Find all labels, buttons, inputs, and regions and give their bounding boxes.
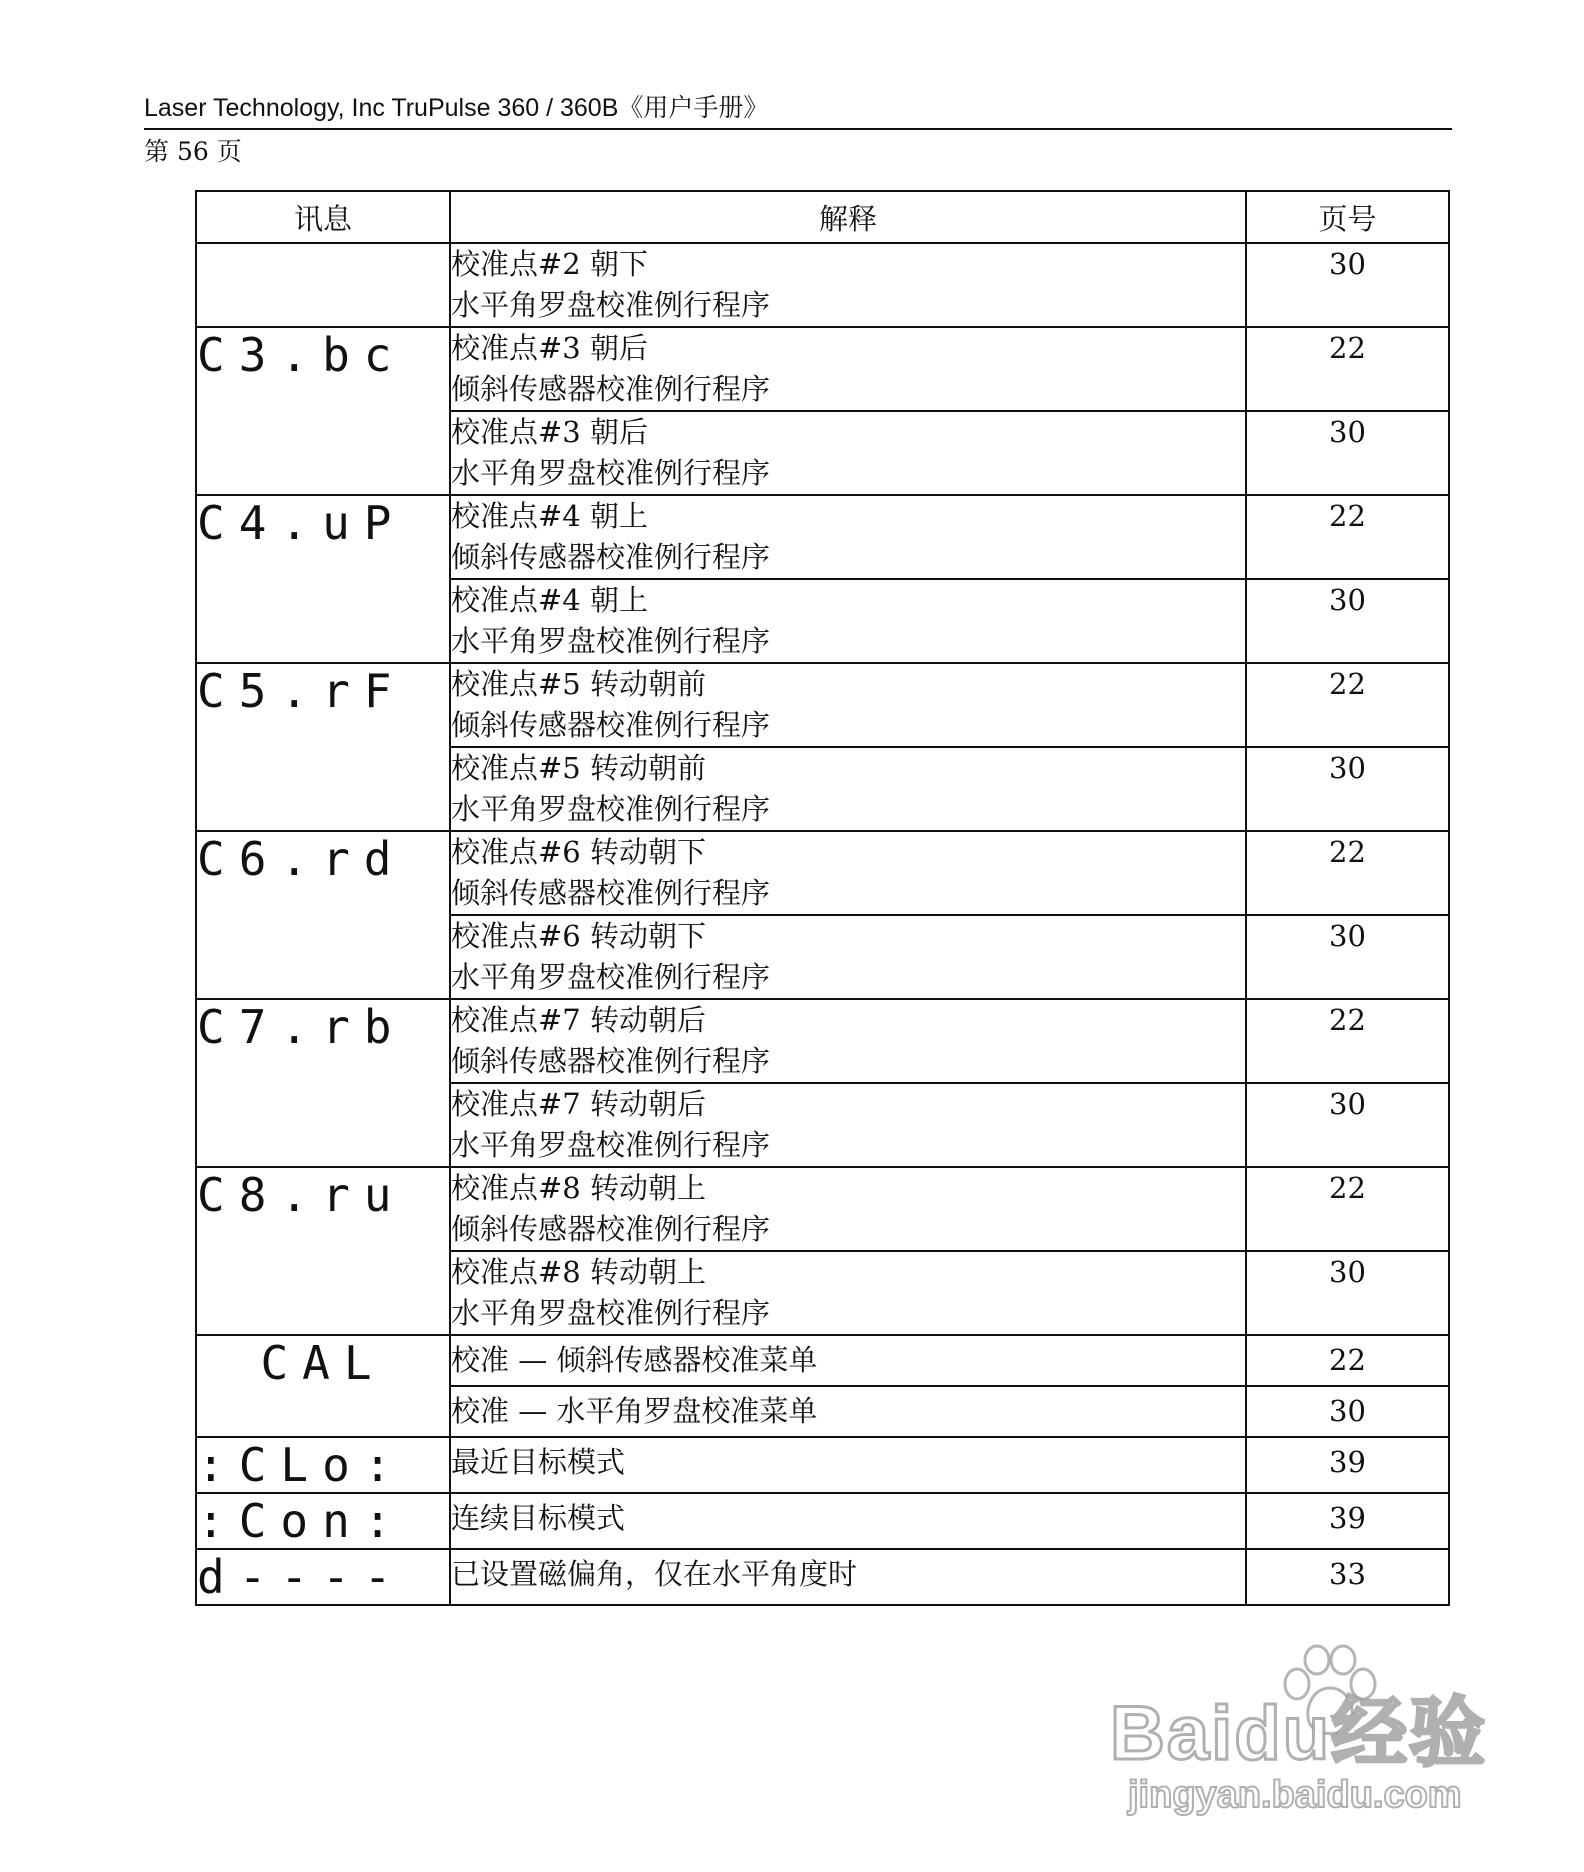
page-ref-cell: 30 <box>1246 243 1449 327</box>
explanation-line: 校准点#4 朝上 <box>451 583 648 617</box>
explanation-line: 校准点#3 朝后 <box>451 415 648 449</box>
explanation-cell <box>450 411 1246 495</box>
explanation-line: 倾斜传感器校准例行程序 <box>451 876 771 910</box>
explanation-line: 水平角罗盘校准例行程序 <box>451 288 771 322</box>
message-code-cell <box>196 243 450 327</box>
explanation-line: 水平角罗盘校准例行程序 <box>451 624 771 658</box>
page-ref-cell: 30 <box>1246 1083 1449 1167</box>
explanation-line: 倾斜传感器校准例行程序 <box>451 372 771 406</box>
explanation-line: 校准点#6 转动朝下 <box>451 919 706 953</box>
explanation-line: 水平角罗盘校准例行程序 <box>451 1296 771 1330</box>
page-ref-cell: 22 <box>1246 327 1449 411</box>
explanation-cell: 校准 — 水平角罗盘校准菜单 <box>450 1386 1246 1437</box>
document-header: Laser Technology, Inc TruPulse 360 / 360B《用户手册》 <box>144 94 769 122</box>
table-row <box>196 495 1449 579</box>
message-code-cell: :CLo: <box>196 1437 450 1493</box>
message-code-cell: C6.rd <box>196 831 450 999</box>
message-table <box>195 190 1450 1606</box>
explanation-cell <box>450 831 1246 915</box>
page-ref-cell: 22 <box>1246 1335 1449 1386</box>
table-row <box>196 999 1449 1083</box>
explanation-line: 校准点#2 朝下 <box>451 247 648 281</box>
explanation-cell: 最近目标模式 <box>450 1437 1246 1493</box>
explanation-line: 水平角罗盘校准例行程序 <box>451 1128 771 1162</box>
page-ref-cell: 30 <box>1246 915 1449 999</box>
message-code-cell: C5.rF <box>196 663 450 831</box>
header-rule <box>144 128 1452 130</box>
explanation-line: 校准点#7 转动朝后 <box>451 1003 706 1037</box>
page-ref-cell: 30 <box>1246 1386 1449 1437</box>
table-row <box>196 243 1449 327</box>
page-ref-cell: 30 <box>1246 747 1449 831</box>
explanation-line: 校准点#7 转动朝后 <box>451 1087 706 1121</box>
table-row <box>196 1549 1449 1605</box>
explanation-cell <box>450 1083 1246 1167</box>
explanation-line: 校准点#4 朝上 <box>451 499 648 533</box>
table-row <box>196 1437 1449 1493</box>
explanation-cell <box>450 999 1246 1083</box>
explanation-line: 倾斜传感器校准例行程序 <box>451 1044 771 1078</box>
watermark-brand: Baidu经验 <box>1110 1691 1488 1776</box>
explanation-line: 校准点#3 朝后 <box>451 331 648 365</box>
explanation-line: 校准点#5 转动朝前 <box>451 751 706 785</box>
explanation-cell: 连续目标模式 <box>450 1493 1246 1549</box>
page-ref-cell: 22 <box>1246 663 1449 747</box>
page-ref-cell: 33 <box>1246 1549 1449 1605</box>
explanation-cell <box>450 1167 1246 1251</box>
page-ref-cell: 39 <box>1246 1437 1449 1493</box>
column-header-page: 页号 <box>1246 191 1449 243</box>
explanation-line: 倾斜传感器校准例行程序 <box>451 1212 771 1246</box>
message-code-cell: :Con: <box>196 1493 450 1549</box>
page-ref-cell: 30 <box>1246 1251 1449 1335</box>
explanation-line: 水平角罗盘校准例行程序 <box>451 792 771 826</box>
explanation-line: 校准点#5 转动朝前 <box>451 667 706 701</box>
table-header-row <box>196 191 1449 243</box>
explanation-cell <box>450 663 1246 747</box>
explanation-cell <box>450 495 1246 579</box>
table-row <box>196 831 1449 915</box>
page-ref-cell: 22 <box>1246 999 1449 1083</box>
explanation-line: 倾斜传感器校准例行程序 <box>451 708 771 742</box>
explanation-cell <box>450 579 1246 663</box>
explanation-cell <box>450 243 1246 327</box>
message-code-cell: C4.uP <box>196 495 450 663</box>
explanation-cell <box>450 1251 1246 1335</box>
explanation-line: 校准点#6 转动朝下 <box>451 835 706 869</box>
message-code-cell: C8.ru <box>196 1167 450 1335</box>
page-ref-cell: 22 <box>1246 831 1449 915</box>
explanation-line: 倾斜传感器校准例行程序 <box>451 540 771 574</box>
explanation-cell: 校准 — 倾斜传感器校准菜单 <box>450 1335 1246 1386</box>
page-ref-cell: 39 <box>1246 1493 1449 1549</box>
page-ref-cell: 30 <box>1246 579 1449 663</box>
page-number: 第 56 页 <box>144 137 242 166</box>
page-ref-cell: 22 <box>1246 495 1449 579</box>
explanation-line: 校准点#8 转动朝上 <box>451 1255 706 1289</box>
baidu-watermark <box>1110 1652 1490 1852</box>
page-ref-cell: 30 <box>1246 411 1449 495</box>
explanation-cell <box>450 327 1246 411</box>
explanation-cell <box>450 747 1246 831</box>
explanation-line: 水平角罗盘校准例行程序 <box>451 456 771 490</box>
message-code-cell: CAL <box>196 1335 450 1437</box>
explanation-cell: 已设置磁偏角，仅在水平角度时 <box>450 1549 1246 1605</box>
table-row <box>196 1493 1449 1549</box>
column-header-message: 讯息 <box>196 191 450 243</box>
table-row <box>196 663 1449 747</box>
message-code-cell: C3.bc <box>196 327 450 495</box>
explanation-line: 校准点#8 转动朝上 <box>451 1171 706 1205</box>
explanation-cell <box>450 915 1246 999</box>
message-code-cell: d---- <box>196 1549 450 1605</box>
explanation-line: 水平角罗盘校准例行程序 <box>451 960 771 994</box>
message-code-cell: C7.rb <box>196 999 450 1167</box>
table-row <box>196 1335 1449 1386</box>
table-row <box>196 327 1449 411</box>
table-row <box>196 1167 1449 1251</box>
page-ref-cell: 22 <box>1246 1167 1449 1251</box>
column-header-explanation: 解释 <box>450 191 1246 243</box>
watermark-url: jingyan.baidu.com <box>1128 1774 1462 1816</box>
